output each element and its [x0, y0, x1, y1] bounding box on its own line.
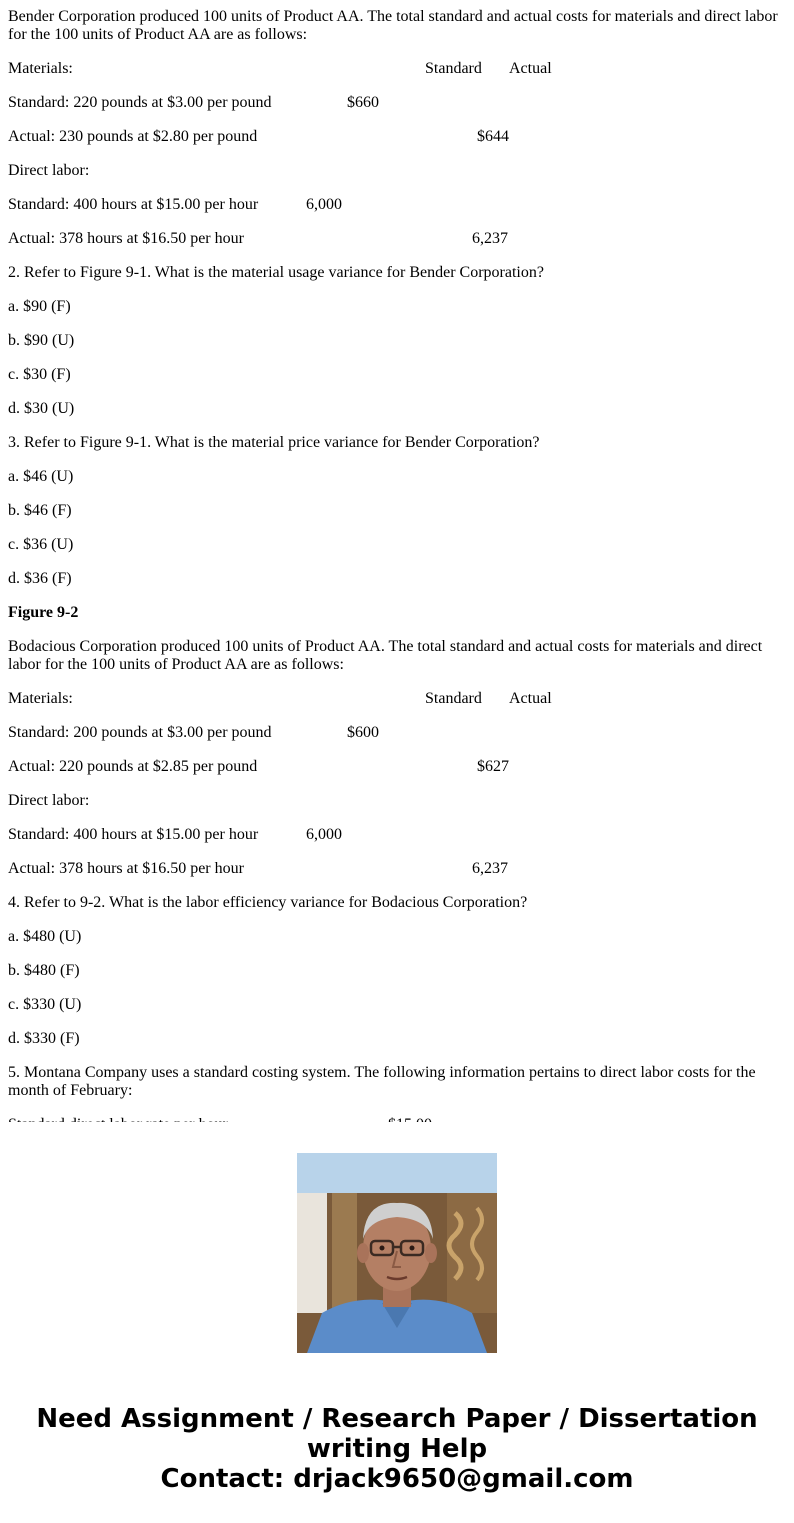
figure1-lab-act-value: 6,237	[472, 230, 508, 247]
figure1-mat-std-label: Standard: 220 pounds at $3.00 per pound	[8, 94, 272, 111]
cta-line-2: writing Help	[306, 1434, 488, 1464]
figure2-labor-label: Direct labor:	[8, 792, 90, 809]
q2-option-b: b. $90 (U)	[8, 332, 75, 349]
figure2-col-standard: Standard	[425, 690, 482, 707]
q5-question: 5. Montana Company uses a standard costing system. The following information pertains to direct labor costs for the month of February:	[8, 1064, 756, 1099]
q4-option-d: d. $330 (F)	[8, 1030, 80, 1047]
figure1-lab-std-label: Standard: 400 hours at $15.00 per hour	[8, 196, 259, 213]
figure2-heading: Figure 9-2	[8, 604, 79, 621]
cta-contact-email[interactable]: Contact: drjack9650@gmail.com	[160, 1464, 634, 1494]
q3-option-c: c. $36 (U)	[8, 536, 74, 553]
q2-option-a: a. $90 (F)	[8, 298, 71, 315]
figure2-mat-std-label: Standard: 200 pounds at $3.00 per pound	[8, 724, 272, 741]
q3-option-a: a. $46 (U)	[8, 468, 74, 485]
figure2-intro: Bodacious Corporation produced 100 units of Product AA. The total standard and actual costs for materials and direct labor for the 100 units of Product AA are as follows:	[8, 638, 763, 673]
figure1-intro: Bender Corporation produced 100 units of Product AA. The total standard and actual costs for materials and direct labor for the 100 units of Product AA are as follows:	[8, 8, 778, 43]
q4-question: 4. Refer to 9-2. What is the labor efficiency variance for Bodacious Corporation?	[8, 894, 528, 911]
q2-question: 2. Refer to Figure 9-1. What is the material usage variance for Bender Corporation?	[8, 264, 544, 281]
figure2-lab-act-label: Actual: 378 hours at $16.50 per hour	[8, 860, 244, 877]
figure1-materials-label: Materials:	[8, 60, 73, 77]
q4-option-c: c. $330 (U)	[8, 996, 82, 1013]
figure1-mat-std-value: $660	[347, 94, 379, 111]
figure1-mat-act-value: $644	[477, 128, 509, 145]
figure2-lab-act-value: 6,237	[472, 860, 508, 877]
figure2-mat-std-value: $600	[347, 724, 379, 741]
author-portrait-image	[297, 1153, 497, 1353]
figure2-mat-act-value: $627	[477, 758, 509, 775]
figure2-lab-std-value: 6,000	[306, 826, 342, 843]
promo-footer	[0, 1122, 794, 1523]
figure1-col-standard: Standard	[425, 60, 482, 77]
q4-option-b: b. $480 (F)	[8, 962, 80, 979]
figure1-lab-std-value: 6,000	[306, 196, 342, 213]
q3-option-d: d. $36 (F)	[8, 570, 72, 587]
figure2-lab-std-label: Standard: 400 hours at $15.00 per hour	[8, 826, 259, 843]
figure2-mat-act-label: Actual: 220 pounds at $2.85 per pound	[8, 758, 258, 775]
figure1-col-actual: Actual	[509, 60, 552, 77]
q2-option-c: c. $30 (F)	[8, 366, 71, 383]
q3-option-b: b. $46 (F)	[8, 502, 72, 519]
figure1-mat-act-label: Actual: 230 pounds at $2.80 per pound	[8, 128, 258, 145]
figure2-materials-label: Materials:	[8, 690, 73, 707]
q4-option-a: a. $480 (U)	[8, 928, 82, 945]
author-avatar	[297, 1153, 497, 1353]
q2-option-d: d. $30 (U)	[8, 400, 75, 417]
contact-banner	[0, 1404, 794, 1494]
q3-question: 3. Refer to Figure 9-1. What is the material price variance for Bender Corporation?	[8, 434, 540, 451]
figure2-col-actual: Actual	[509, 690, 552, 707]
figure1-labor-label: Direct labor:	[8, 162, 90, 179]
figure1-lab-act-label: Actual: 378 hours at $16.50 per hour	[8, 230, 244, 247]
cta-line-1: Need Assignment / Research Paper / Dissertation	[36, 1404, 758, 1434]
